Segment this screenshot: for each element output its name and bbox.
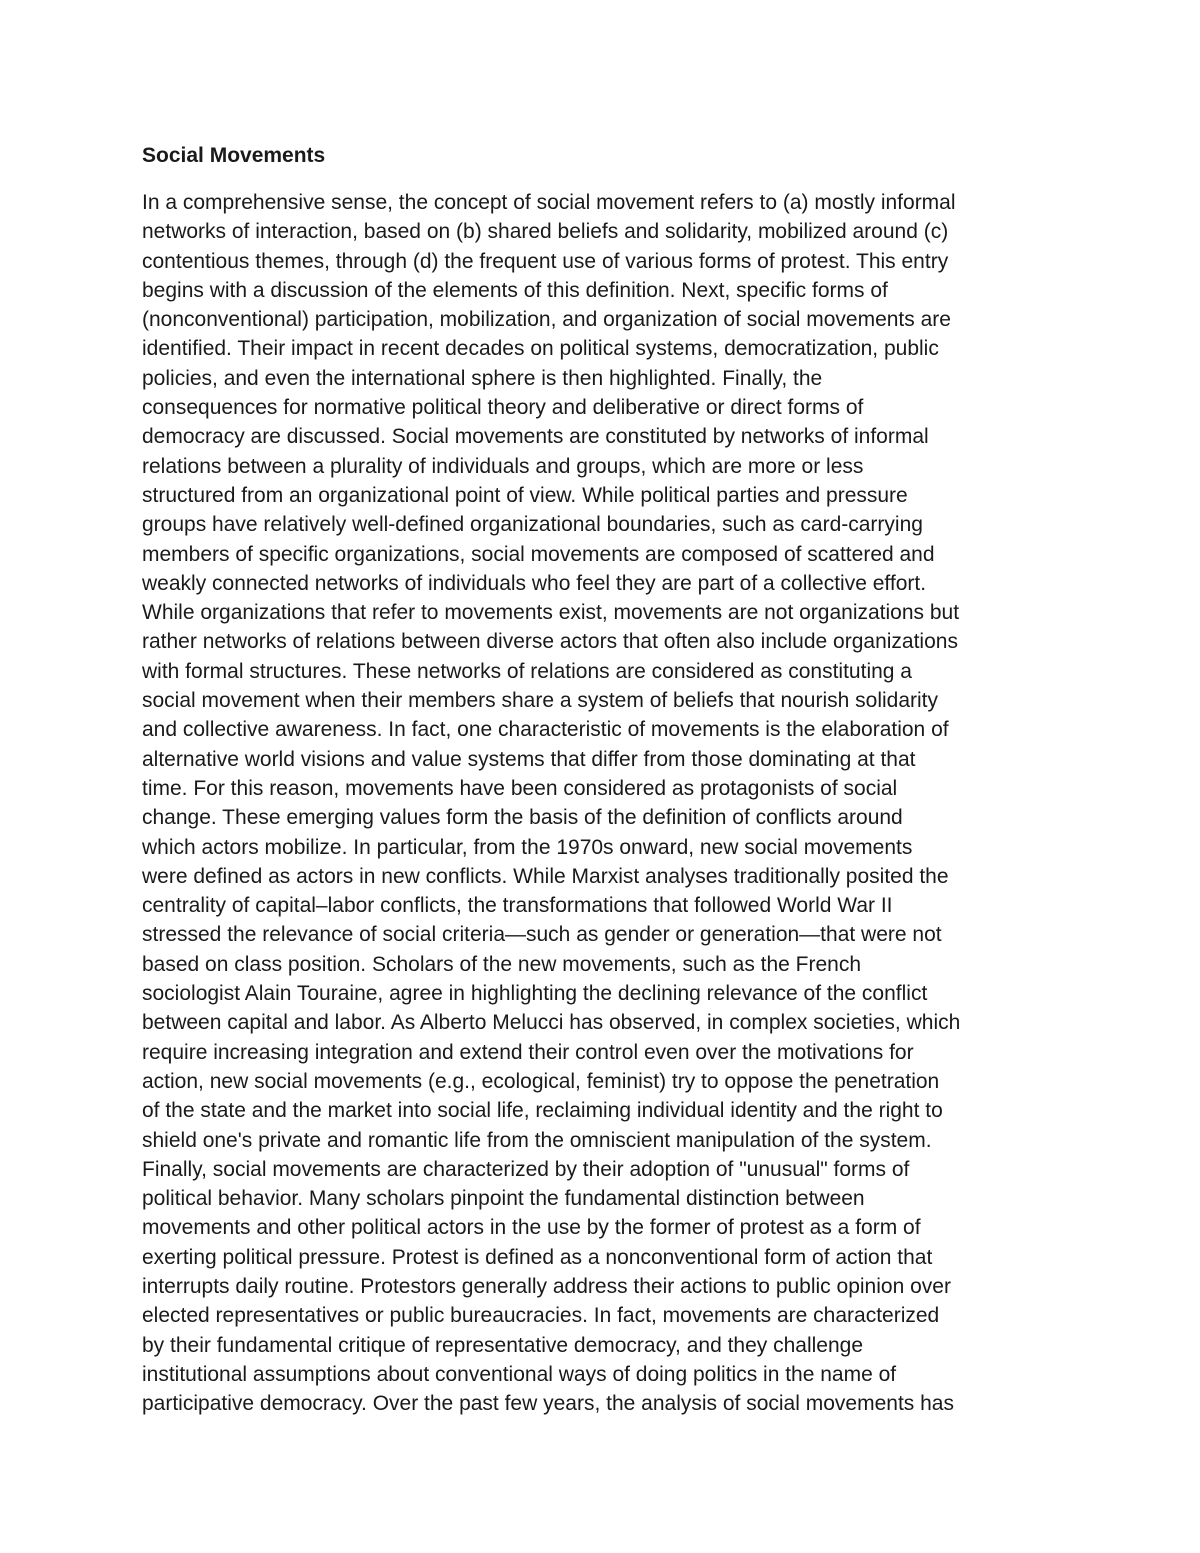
body-text-line: In a comprehensive sense, the concept of social movement refers to (a) mostly informal (142, 191, 956, 214)
body-text-line: change. These emerging values form the basis of the definition of conflicts around (142, 806, 903, 830)
body-text-line: begins with a discussion of the elements of this definition. Next, specific forms of (142, 278, 888, 302)
body-text-line: sociologist Alain Touraine, agree in highlighting the declining relevance of the conflict (142, 982, 928, 1006)
body-text-line: time. For this reason, movements have been considered as protagonists of social (142, 776, 898, 800)
body-text-line: based on class position. Scholars of the new movements, such as the French (142, 952, 862, 976)
body-text-line: political behavior. Many scholars pinpoint the fundamental distinction between (142, 1187, 865, 1211)
body-text-line: consequences for normative political theory and deliberative or direct forms of (142, 396, 864, 420)
body-text-line: identified. Their impact in recent decades on political systems, democratization, public (142, 337, 939, 361)
body-text-line: policies, and even the international sphere is then highlighted. Finally, the (142, 366, 823, 390)
body-text-line: institutional assumptions about conventional ways of doing politics in the name of (142, 1362, 897, 1386)
body-text-line: by their fundamental critique of representative democracy, and they challenge (142, 1333, 864, 1357)
body-text-line: with formal structures. These networks of relations are considered as constituting a (142, 659, 912, 683)
body-text-line: action, new social movements (e.g., ecological, feminist) try to oppose the penetration (142, 1069, 940, 1093)
body-text-line: While organizations that refer to movements exist, movements are not organizations but (142, 601, 960, 625)
body-text-line: social movement when their members share a system of beliefs that nourish solidarity (142, 689, 939, 713)
body-text-line: elected representatives or public bureaucracies. In fact, movements are characterized (142, 1304, 940, 1328)
body-text-line: movements and other political actors in the use by the former of protest as a form of (142, 1216, 921, 1240)
body-text-line: contentious themes, through (d) the frequent use of various forms of protest. This entry (142, 249, 949, 273)
body-text-line: participative democracy. Over the past few years, the analysis of social movements has (142, 1392, 954, 1416)
body-text-line: exerting political pressure. Protest is defined as a nonconventional form of action that (142, 1245, 933, 1269)
body-text-line: structured from an organizational point of view. While political parties and pressure (142, 483, 908, 507)
document-body (142, 188, 1082, 1418)
body-text-line: shield one's private and romantic life from the omniscient manipulation of the system. (142, 1128, 932, 1152)
body-text-line: require increasing integration and extend their control even over the motivations for (142, 1040, 914, 1064)
body-text-line: which actors mobilize. In particular, from the 1970s onward, new social movements (142, 835, 913, 859)
body-text-line: alternative world visions and value systems that differ from those dominating at that (142, 747, 916, 771)
body-text-line: interrupts daily routine. Protestors generally address their actions to public opinion over (142, 1274, 951, 1298)
document-title: Social Movements (142, 144, 326, 167)
body-text-line: groups have relatively well-defined organizational boundaries, such as card-carrying (142, 513, 923, 537)
body-text-line: rather networks of relations between diverse actors that often also include organizations (142, 630, 958, 654)
body-text-line: relations between a plurality of individuals and groups, which are more or less (142, 454, 864, 478)
body-text-line: members of specific organizations, social movements are composed of scattered and (142, 542, 935, 566)
body-text-line: (nonconventional) participation, mobilization, and organization of social movements are (142, 308, 951, 332)
body-text-line: were defined as actors in new conflicts. While Marxist analyses traditionally posited the (142, 864, 949, 888)
body-text-line: stressed the relevance of social criteria—such as gender or generation—that were not (142, 923, 942, 947)
body-text-line: of the state and the market into social life, reclaiming individual identity and the right to (142, 1099, 943, 1123)
body-text-line: networks of interaction, based on (b) shared beliefs and solidarity, mobilized around (c) (142, 220, 949, 244)
body-text-line: and collective awareness. In fact, one characteristic of movements is the elaboration of (142, 718, 949, 742)
body-text-line: between capital and labor. As Alberto Melucci has observed, in complex societies, which (142, 1011, 961, 1035)
body-text-line: centrality of capital–labor conflicts, the transformations that followed World War II (142, 894, 893, 918)
body-text-line: Finally, social movements are characterized by their adoption of "unusual" forms of (142, 1157, 910, 1181)
body-text-line: weakly connected networks of individuals who feel they are part of a collective effort. (142, 571, 927, 595)
body-text-line: democracy are discussed. Social movements are constituted by networks of informal (142, 425, 929, 449)
